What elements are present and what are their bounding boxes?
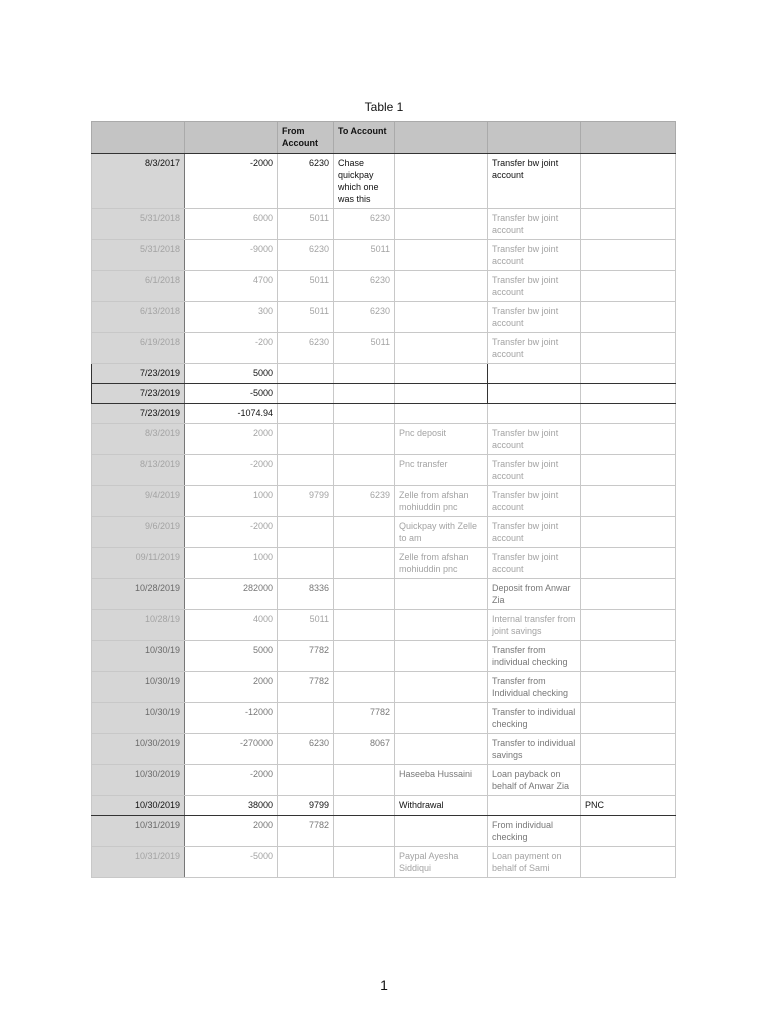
cell-extra	[581, 486, 676, 517]
cell-note	[395, 610, 488, 641]
cell-amount: -12000	[185, 703, 278, 734]
cell-to-account	[334, 641, 395, 672]
cell-note: Pnc transfer	[395, 455, 488, 486]
cell-to-account: 5011	[334, 333, 395, 364]
cell-amount: 2000	[185, 672, 278, 703]
cell-to-account: 7782	[334, 703, 395, 734]
cell-note	[395, 209, 488, 240]
cell-extra	[581, 548, 676, 579]
cell-amount: 5000	[185, 364, 278, 384]
cell-to-account	[334, 424, 395, 455]
cell-description: Transfer to individual savings	[488, 734, 581, 765]
cell-description: Transfer bw joint account	[488, 333, 581, 364]
cell-to-account	[334, 579, 395, 610]
table-row	[92, 816, 676, 847]
cell-extra	[581, 424, 676, 455]
cell-note	[395, 579, 488, 610]
cell-from-account: 9799	[278, 486, 334, 517]
cell-extra: PNC	[581, 796, 676, 816]
cell-date: 7/23/2019	[92, 384, 185, 404]
header-cell	[92, 122, 185, 154]
cell-date: 7/23/2019	[92, 364, 185, 384]
cell-extra	[581, 672, 676, 703]
cell-date: 10/31/2019	[92, 847, 185, 878]
cell-description: Loan payback on behalf of Anwar Zia	[488, 765, 581, 796]
cell-from-account: 9799	[278, 796, 334, 816]
cell-extra	[581, 579, 676, 610]
cell-date: 8/13/2019	[92, 455, 185, 486]
cell-date: 10/30/19	[92, 672, 185, 703]
table-row	[92, 517, 676, 548]
cell-note: Zelle from afshan mohiuddin pnc	[395, 486, 488, 517]
cell-note	[395, 384, 488, 404]
cell-extra	[581, 364, 676, 384]
cell-amount: -5000	[185, 384, 278, 404]
table-row	[92, 455, 676, 486]
cell-to-account: 6230	[334, 271, 395, 302]
cell-extra	[581, 333, 676, 364]
cell-to-account	[334, 404, 395, 424]
cell-from-account	[278, 517, 334, 548]
cell-date: 6/19/2018	[92, 333, 185, 364]
cell-amount: -2000	[185, 765, 278, 796]
cell-description: Transfer from Individual checking	[488, 672, 581, 703]
cell-description: Transfer bw joint account	[488, 517, 581, 548]
cell-from-account	[278, 384, 334, 404]
cell-extra	[581, 517, 676, 548]
table-row	[92, 796, 676, 816]
table-row	[92, 333, 676, 364]
cell-description: Transfer to individual checking	[488, 703, 581, 734]
cell-date: 10/28/2019	[92, 579, 185, 610]
cell-to-account	[334, 455, 395, 486]
cell-date: 10/31/2019	[92, 816, 185, 847]
header-cell	[581, 122, 676, 154]
cell-extra	[581, 734, 676, 765]
cell-extra	[581, 209, 676, 240]
table-row	[92, 641, 676, 672]
cell-description: Deposit from Anwar Zia	[488, 579, 581, 610]
cell-amount: 2000	[185, 816, 278, 847]
cell-note	[395, 302, 488, 333]
cell-date: 10/30/19	[92, 703, 185, 734]
cell-date: 10/30/2019	[92, 734, 185, 765]
cell-from-account: 7782	[278, 816, 334, 847]
cell-extra	[581, 240, 676, 271]
cell-amount: -2000	[185, 154, 278, 209]
table-row	[92, 765, 676, 796]
cell-from-account: 7782	[278, 672, 334, 703]
cell-extra	[581, 610, 676, 641]
cell-date: 9/6/2019	[92, 517, 185, 548]
cell-to-account	[334, 364, 395, 384]
cell-from-account	[278, 548, 334, 579]
cell-note	[395, 734, 488, 765]
cell-amount: -200	[185, 333, 278, 364]
cell-description: Transfer bw joint account	[488, 455, 581, 486]
cell-from-account	[278, 847, 334, 878]
cell-note	[395, 703, 488, 734]
cell-from-account	[278, 364, 334, 384]
cell-amount: 6000	[185, 209, 278, 240]
table-row	[92, 302, 676, 333]
cell-extra	[581, 765, 676, 796]
cell-extra	[581, 641, 676, 672]
header-from-account: From Account	[278, 122, 334, 154]
cell-amount: 4000	[185, 610, 278, 641]
cell-amount: 4700	[185, 271, 278, 302]
cell-description: Transfer bw joint account	[488, 486, 581, 517]
cell-date: 09/11/2019	[92, 548, 185, 579]
cell-date: 5/31/2018	[92, 240, 185, 271]
table-row	[92, 240, 676, 271]
cell-extra	[581, 154, 676, 209]
cell-from-account: 5011	[278, 610, 334, 641]
cell-description: Transfer bw joint account	[488, 424, 581, 455]
cell-to-account	[334, 847, 395, 878]
cell-date: 8/3/2019	[92, 424, 185, 455]
cell-description	[488, 364, 581, 384]
page-number: 1	[380, 977, 388, 993]
cell-amount: -2000	[185, 517, 278, 548]
cell-extra	[581, 455, 676, 486]
cell-note	[395, 364, 488, 384]
cell-to-account: 6230	[334, 209, 395, 240]
cell-date: 6/1/2018	[92, 271, 185, 302]
table-row	[92, 847, 676, 878]
cell-to-account	[334, 816, 395, 847]
cell-extra	[581, 404, 676, 424]
table-row	[92, 548, 676, 579]
table-row	[92, 486, 676, 517]
cell-amount: -5000	[185, 847, 278, 878]
cell-note	[395, 816, 488, 847]
cell-note	[395, 240, 488, 271]
cell-amount: 5000	[185, 641, 278, 672]
cell-to-account: 8067	[334, 734, 395, 765]
cell-to-account: Chase quickpay which one was this	[334, 154, 395, 209]
table-row	[92, 703, 676, 734]
header-cell	[185, 122, 278, 154]
cell-description	[488, 384, 581, 404]
cell-note: Haseeba Hussaini	[395, 765, 488, 796]
table-row	[92, 384, 676, 404]
table-row	[92, 209, 676, 240]
cell-extra	[581, 302, 676, 333]
cell-amount: 38000	[185, 796, 278, 816]
table-header-row	[92, 122, 676, 154]
cell-to-account: 6230	[334, 302, 395, 333]
cell-amount: 1000	[185, 548, 278, 579]
header-cell	[395, 122, 488, 154]
cell-to-account	[334, 384, 395, 404]
cell-extra	[581, 271, 676, 302]
cell-from-account: 5011	[278, 302, 334, 333]
cell-description: Transfer from individual checking	[488, 641, 581, 672]
cell-from-account	[278, 703, 334, 734]
table-title: Table 1	[364, 100, 404, 114]
cell-description: Transfer bw joint account	[488, 154, 581, 209]
cell-description	[488, 404, 581, 424]
cell-from-account	[278, 424, 334, 455]
cell-extra	[581, 847, 676, 878]
cell-amount: -270000	[185, 734, 278, 765]
cell-note	[395, 641, 488, 672]
cell-description: Internal transfer from joint savings	[488, 610, 581, 641]
cell-date: 6/13/2018	[92, 302, 185, 333]
cell-note	[395, 271, 488, 302]
cell-amount: 2000	[185, 424, 278, 455]
cell-note	[395, 672, 488, 703]
cell-amount: 282000	[185, 579, 278, 610]
cell-amount: 300	[185, 302, 278, 333]
cell-from-account: 6230	[278, 333, 334, 364]
cell-note: Pnc deposit	[395, 424, 488, 455]
cell-from-account: 6230	[278, 734, 334, 765]
cell-amount: -2000	[185, 455, 278, 486]
cell-from-account: 8336	[278, 579, 334, 610]
cell-from-account: 6230	[278, 154, 334, 209]
cell-to-account	[334, 765, 395, 796]
table-row	[92, 154, 676, 209]
cell-from-account	[278, 404, 334, 424]
cell-from-account: 7782	[278, 641, 334, 672]
cell-amount: 1000	[185, 486, 278, 517]
cell-amount: -1074.94	[185, 404, 278, 424]
cell-description: Transfer bw joint account	[488, 302, 581, 333]
cell-description: From individual checking	[488, 816, 581, 847]
table-row	[92, 364, 676, 384]
cell-to-account	[334, 796, 395, 816]
cell-description: Transfer bw joint account	[488, 271, 581, 302]
cell-date: 10/30/2019	[92, 765, 185, 796]
header-to-account: To Account	[334, 122, 395, 154]
cell-date: 10/28/19	[92, 610, 185, 641]
cell-to-account	[334, 548, 395, 579]
table-row	[92, 404, 676, 424]
cell-from-account	[278, 765, 334, 796]
cell-date: 9/4/2019	[92, 486, 185, 517]
cell-extra	[581, 816, 676, 847]
table-row	[92, 734, 676, 765]
cell-note	[395, 333, 488, 364]
cell-from-account	[278, 455, 334, 486]
cell-to-account	[334, 672, 395, 703]
cell-date: 8/3/2017	[92, 154, 185, 209]
cell-to-account	[334, 610, 395, 641]
table-row	[92, 672, 676, 703]
cell-from-account: 5011	[278, 209, 334, 240]
cell-note	[395, 154, 488, 209]
cell-note: Quickpay with Zelle to am	[395, 517, 488, 548]
cell-note	[395, 404, 488, 424]
table-row	[92, 424, 676, 455]
table-row	[92, 271, 676, 302]
cell-note: Withdrawal	[395, 796, 488, 816]
cell-to-account: 5011	[334, 240, 395, 271]
cell-extra	[581, 384, 676, 404]
cell-date: 7/23/2019	[92, 404, 185, 424]
cell-from-account: 5011	[278, 271, 334, 302]
table-row	[92, 610, 676, 641]
cell-date: 10/30/19	[92, 641, 185, 672]
cell-extra	[581, 703, 676, 734]
cell-description: Transfer bw joint account	[488, 548, 581, 579]
cell-description: Loan payment on behalf of Sami	[488, 847, 581, 878]
cell-date: 10/30/2019	[92, 796, 185, 816]
cell-description	[488, 796, 581, 816]
cell-description: Transfer bw joint account	[488, 240, 581, 271]
table-row	[92, 579, 676, 610]
cell-to-account: 6239	[334, 486, 395, 517]
header-cell	[488, 122, 581, 154]
cell-note: Zelle from afshan mohiuddin pnc	[395, 548, 488, 579]
transactions-table	[91, 121, 676, 878]
cell-from-account: 6230	[278, 240, 334, 271]
cell-amount: -9000	[185, 240, 278, 271]
cell-description: Transfer bw joint account	[488, 209, 581, 240]
cell-date: 5/31/2018	[92, 209, 185, 240]
cell-to-account	[334, 517, 395, 548]
cell-note: Paypal Ayesha Siddiqui	[395, 847, 488, 878]
